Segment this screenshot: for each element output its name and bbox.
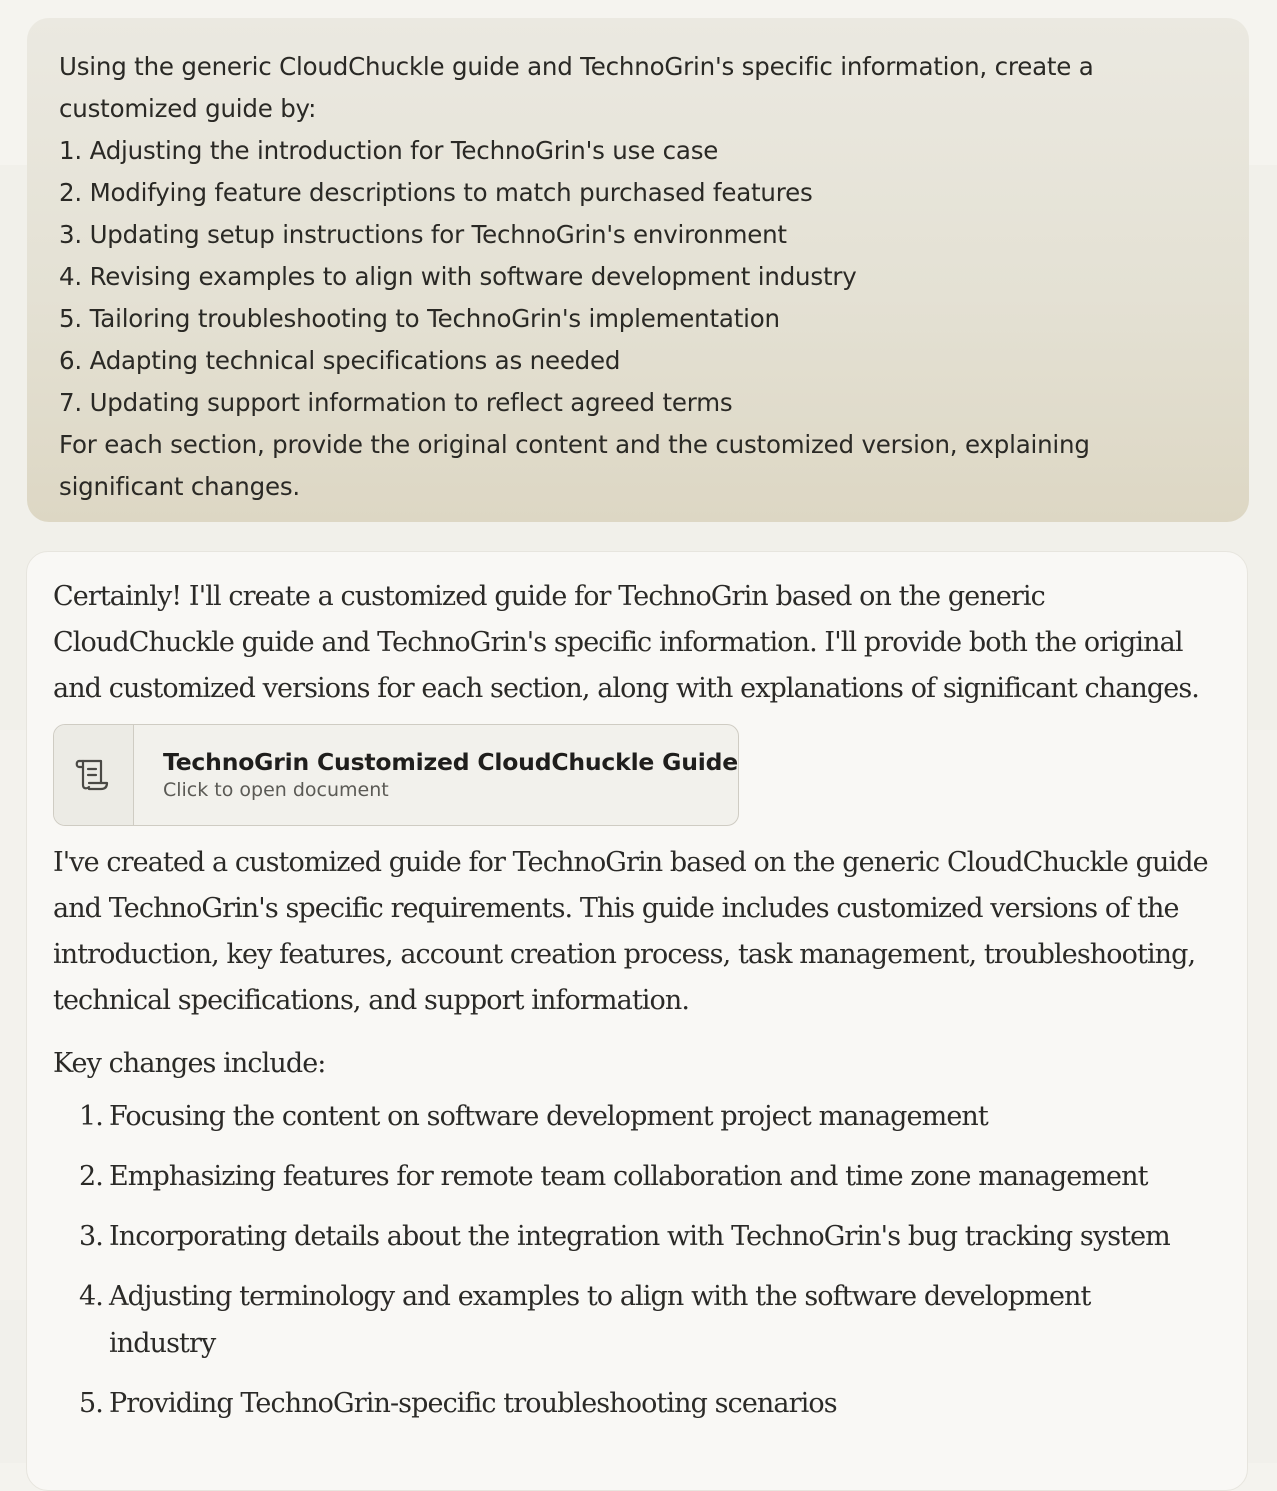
list-item <box>53 1213 1221 1260</box>
list-item-number: 1. <box>79 1101 103 1132</box>
list-item <box>53 1380 1221 1427</box>
summary-line: technical specifications, and support information. <box>53 985 690 1016</box>
intro-line: and customized versions for each section, along with explanations of significant changes. <box>53 673 1199 704</box>
list-item-number: 4. <box>79 1281 103 1312</box>
user-message-line: 5. Tailoring troubleshooting to TechnoGrin's implementation <box>59 304 780 333</box>
user-message-line: 2. Modifying feature descriptions to match purchased features <box>59 178 813 207</box>
summary-line: and TechnoGrin's specific requirements. This guide includes customized versions of the <box>53 893 1179 924</box>
user-message-line: 3. Updating setup instructions for TechnoGrin's environment <box>59 220 787 249</box>
list-item-number: 2. <box>79 1161 103 1192</box>
assistant-summary-paragraph <box>53 840 1221 1024</box>
user-message-line: 1. Adjusting the introduction for TechnoGrin's use case <box>59 136 719 165</box>
intro-line: CloudChuckle guide and TechnoGrin's specific information. I'll provide both the original <box>53 627 1183 658</box>
user-message-line: significant changes. <box>59 472 301 501</box>
user-message-bubble <box>27 18 1249 522</box>
list-item <box>53 1093 1221 1140</box>
user-message-line: 7. Updating support information to reflect agreed terms <box>59 388 733 417</box>
user-message-line: 6. Adapting technical specifications as needed <box>59 346 621 375</box>
artifact-title: TechnoGrin Customized CloudChuckle Guide <box>162 748 738 776</box>
list-item <box>53 1273 1221 1367</box>
assistant-message <box>26 551 1248 1491</box>
artifact-document-card[interactable] <box>53 724 739 826</box>
user-message-line: 4. Revising examples to align with software development industry <box>59 262 857 291</box>
intro-line: Certainly! I'll create a customized guide for TechnoGrin based on the generic <box>53 581 1045 612</box>
list-item-number: 3. <box>79 1221 103 1252</box>
user-message-line: customized guide by: <box>59 94 317 123</box>
list-item-text: Adjusting terminology and examples to align with the software development <box>109 1281 1091 1312</box>
list-item-text: Incorporating details about the integration with TechnoGrin's bug tracking system <box>109 1221 1170 1252</box>
list-item-text: Providing TechnoGrin-specific troubleshooting scenarios <box>109 1388 837 1419</box>
list-item <box>53 1153 1221 1200</box>
document-scroll-icon <box>73 755 113 795</box>
user-message-line: For each section, provide the original content and the customized version, explaining <box>59 430 1090 459</box>
list-item-text: industry <box>109 1328 216 1359</box>
key-changes-label: Key changes include: <box>53 1048 326 1079</box>
summary-line: introduction, key features, account creation process, task management, troubleshooting, <box>53 939 1196 970</box>
artifact-subtitle: Click to open document <box>162 779 389 801</box>
assistant-intro-paragraph <box>53 574 1221 712</box>
key-changes-list <box>53 1093 1221 1427</box>
list-item-text: Emphasizing features for remote team collaboration and time zone management <box>109 1161 1148 1192</box>
user-message-line: Using the generic CloudChuckle guide and TechnoGrin's specific information, create a <box>59 52 1094 81</box>
list-item-text: Focusing the content on software development project management <box>109 1101 988 1132</box>
summary-line: I've created a customized guide for TechnoGrin based on the generic CloudChuckle guide <box>53 847 1208 878</box>
list-item-number: 5. <box>79 1388 103 1419</box>
artifact-icon-box <box>54 725 134 825</box>
